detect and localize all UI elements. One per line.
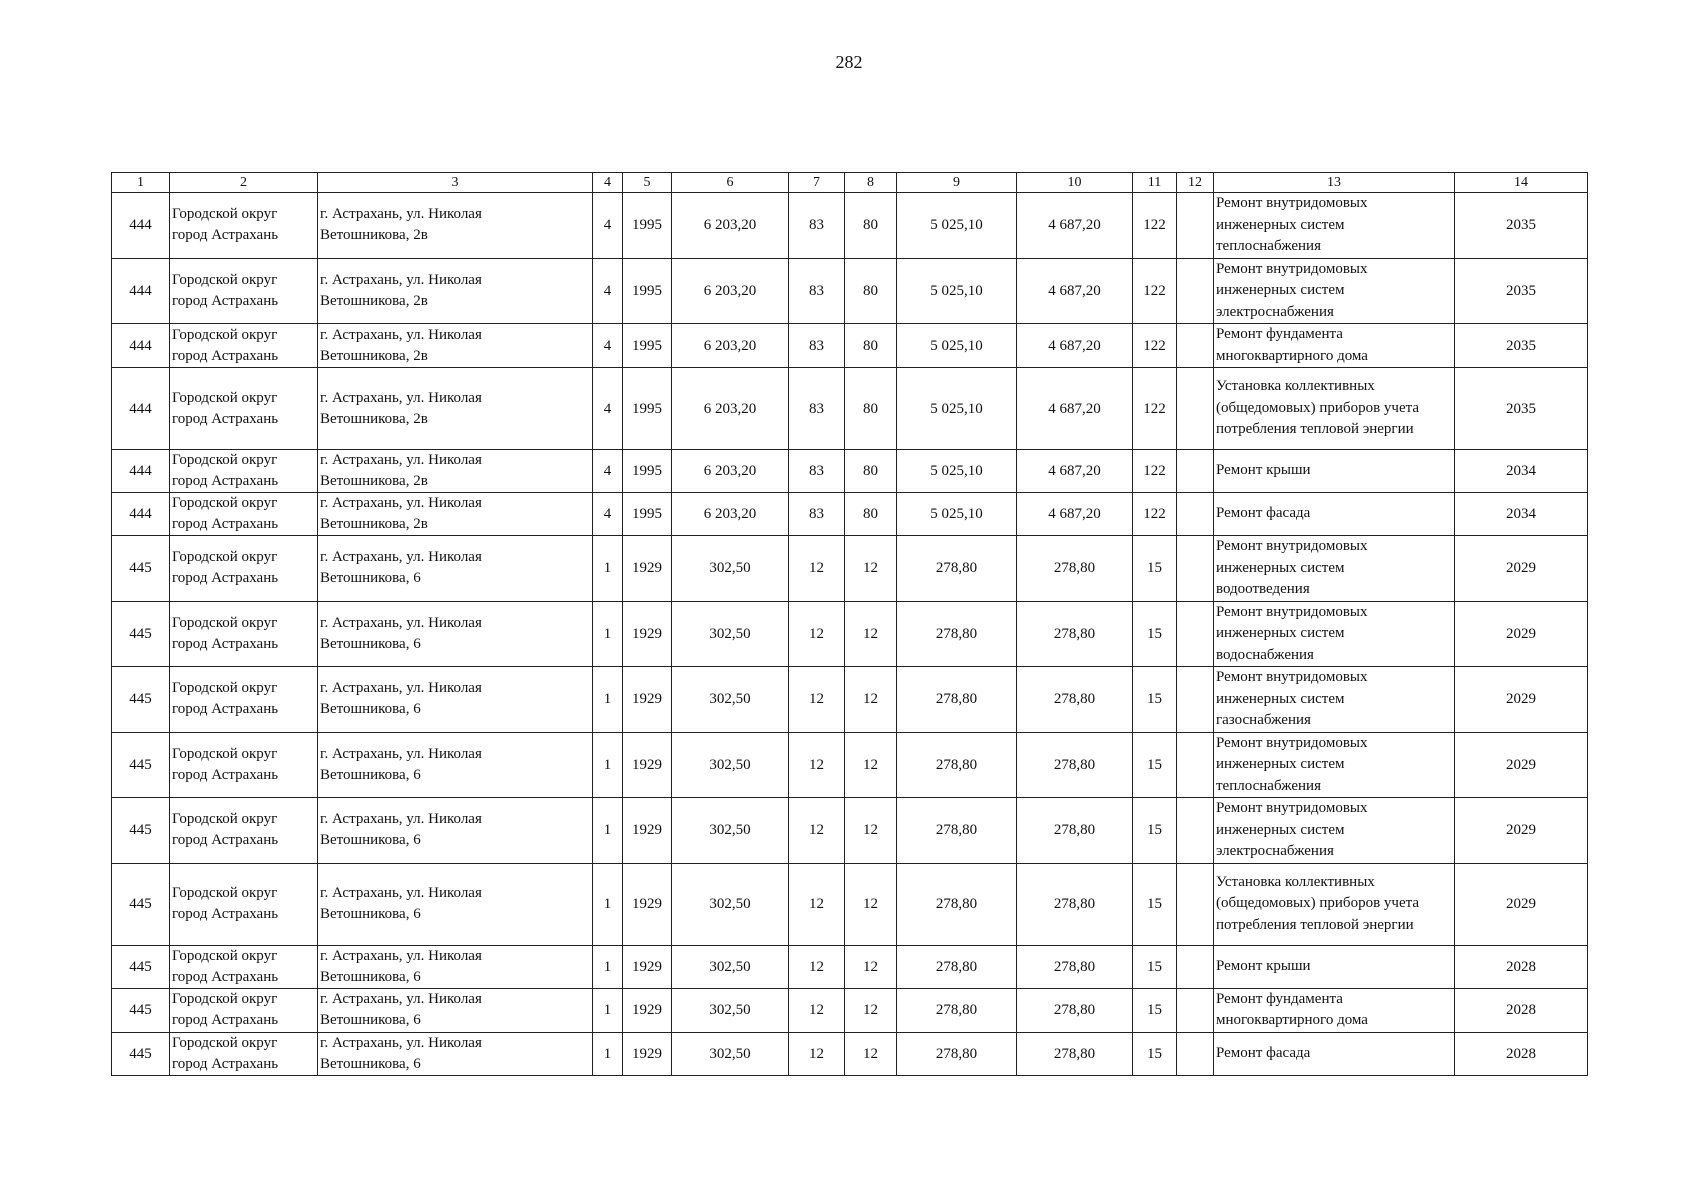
- row-number-cell: 445: [112, 945, 170, 988]
- value-11-cell: 15: [1133, 667, 1177, 733]
- value-7-cell: 12: [789, 863, 845, 945]
- value-12-cell: [1177, 601, 1214, 667]
- planned-year-cell: 2029: [1455, 798, 1588, 864]
- row-number-cell: 445: [112, 1032, 170, 1075]
- floors-cell: 1: [593, 798, 623, 864]
- municipality-cell: Городской округ город Астрахань: [170, 863, 318, 945]
- address-cell: г. Астрахань, ул. Николая Ветошникова, 2в: [318, 324, 593, 368]
- value-8-cell: 80: [845, 450, 897, 493]
- planned-year-cell: 2029: [1455, 601, 1588, 667]
- address-cell: г. Астрахань, ул. Николая Ветошникова, 6: [318, 732, 593, 798]
- value-9-cell: 278,80: [897, 601, 1017, 667]
- planned-year-cell: 2029: [1455, 732, 1588, 798]
- value-11-cell: 15: [1133, 798, 1177, 864]
- municipality-cell: Городской округ город Астрахань: [170, 450, 318, 493]
- year-built-cell: 1995: [623, 450, 672, 493]
- municipality-cell: Городской округ город Астрахань: [170, 258, 318, 324]
- column-header: 12: [1177, 173, 1214, 193]
- year-built-cell: 1929: [623, 988, 672, 1032]
- row-number-cell: 444: [112, 493, 170, 536]
- work-type-cell: Ремонт фасада: [1214, 493, 1455, 536]
- municipality-cell: Городской округ город Астрахань: [170, 667, 318, 733]
- year-built-cell: 1929: [623, 945, 672, 988]
- total-area-cell: 302,50: [672, 536, 789, 602]
- address-cell: г. Астрахань, ул. Николая Ветошникова, 6: [318, 863, 593, 945]
- value-10-cell: 278,80: [1017, 945, 1133, 988]
- value-12-cell: [1177, 988, 1214, 1032]
- municipality-cell: Городской округ город Астрахань: [170, 493, 318, 536]
- capital-repair-table: [111, 172, 1588, 1076]
- value-8-cell: 80: [845, 193, 897, 259]
- year-built-cell: 1929: [623, 798, 672, 864]
- municipality-cell: Городской округ город Астрахань: [170, 536, 318, 602]
- value-7-cell: 12: [789, 1032, 845, 1075]
- work-type-cell: Ремонт внутридомовых инженерных систем теплоснабжения: [1214, 732, 1455, 798]
- municipality-cell: Городской округ город Астрахань: [170, 945, 318, 988]
- value-7-cell: 83: [789, 493, 845, 536]
- row-number-cell: 445: [112, 732, 170, 798]
- address-cell: г. Астрахань, ул. Николая Ветошникова, 6: [318, 945, 593, 988]
- column-header: 8: [845, 173, 897, 193]
- column-header: 14: [1455, 173, 1588, 193]
- value-8-cell: 12: [845, 1032, 897, 1075]
- value-7-cell: 12: [789, 732, 845, 798]
- planned-year-cell: 2029: [1455, 536, 1588, 602]
- value-7-cell: 83: [789, 368, 845, 450]
- value-7-cell: 83: [789, 258, 845, 324]
- planned-year-cell: 2028: [1455, 988, 1588, 1032]
- work-type-cell: Ремонт крыши: [1214, 945, 1455, 988]
- value-11-cell: 15: [1133, 601, 1177, 667]
- value-9-cell: 5 025,10: [897, 450, 1017, 493]
- work-type-cell: Ремонт внутридомовых инженерных систем водоснабжения: [1214, 601, 1455, 667]
- municipality-cell: Городской округ город Астрахань: [170, 324, 318, 368]
- value-7-cell: 83: [789, 324, 845, 368]
- row-number-cell: 444: [112, 193, 170, 259]
- row-number-cell: 444: [112, 324, 170, 368]
- municipality-cell: Городской округ город Астрахань: [170, 732, 318, 798]
- column-header: 10: [1017, 173, 1133, 193]
- total-area-cell: 6 203,20: [672, 193, 789, 259]
- value-11-cell: 122: [1133, 493, 1177, 536]
- floors-cell: 1: [593, 667, 623, 733]
- value-7-cell: 12: [789, 945, 845, 988]
- value-8-cell: 80: [845, 493, 897, 536]
- work-type-cell: Ремонт фундамента многоквартирного дома: [1214, 324, 1455, 368]
- row-number-cell: 444: [112, 368, 170, 450]
- year-built-cell: 1995: [623, 324, 672, 368]
- table-row: [112, 536, 1588, 602]
- column-header: 7: [789, 173, 845, 193]
- value-12-cell: [1177, 945, 1214, 988]
- total-area-cell: 6 203,20: [672, 493, 789, 536]
- row-number-cell: 445: [112, 667, 170, 733]
- work-type-cell: Ремонт внутридомовых инженерных систем водоотведения: [1214, 536, 1455, 602]
- value-7-cell: 12: [789, 601, 845, 667]
- total-area-cell: 6 203,20: [672, 324, 789, 368]
- planned-year-cell: 2029: [1455, 667, 1588, 733]
- floors-cell: 4: [593, 493, 623, 536]
- floors-cell: 1: [593, 732, 623, 798]
- address-cell: г. Астрахань, ул. Николая Ветошникова, 6: [318, 1032, 593, 1075]
- row-number-cell: 444: [112, 258, 170, 324]
- value-9-cell: 5 025,10: [897, 193, 1017, 259]
- municipality-cell: Городской округ город Астрахань: [170, 1032, 318, 1075]
- value-8-cell: 12: [845, 798, 897, 864]
- year-built-cell: 1995: [623, 493, 672, 536]
- table-row: [112, 863, 1588, 945]
- work-type-cell: Установка коллективных (общедомовых) приборов учета потребления тепловой энергии: [1214, 863, 1455, 945]
- value-10-cell: 4 687,20: [1017, 258, 1133, 324]
- planned-year-cell: 2035: [1455, 258, 1588, 324]
- value-11-cell: 122: [1133, 450, 1177, 493]
- municipality-cell: Городской округ город Астрахань: [170, 988, 318, 1032]
- value-7-cell: 12: [789, 667, 845, 733]
- table-row: [112, 988, 1588, 1032]
- value-11-cell: 15: [1133, 536, 1177, 602]
- value-10-cell: 278,80: [1017, 863, 1133, 945]
- value-9-cell: 5 025,10: [897, 324, 1017, 368]
- floors-cell: 1: [593, 601, 623, 667]
- year-built-cell: 1929: [623, 863, 672, 945]
- value-10-cell: 278,80: [1017, 1032, 1133, 1075]
- table-row: [112, 1032, 1588, 1075]
- value-8-cell: 12: [845, 536, 897, 602]
- value-10-cell: 4 687,20: [1017, 324, 1133, 368]
- address-cell: г. Астрахань, ул. Николая Ветошникова, 6: [318, 988, 593, 1032]
- year-built-cell: 1929: [623, 732, 672, 798]
- value-8-cell: 12: [845, 732, 897, 798]
- value-9-cell: 5 025,10: [897, 493, 1017, 536]
- table-row: [112, 450, 1588, 493]
- planned-year-cell: 2035: [1455, 193, 1588, 259]
- value-9-cell: 278,80: [897, 667, 1017, 733]
- planned-year-cell: 2035: [1455, 324, 1588, 368]
- value-8-cell: 12: [845, 863, 897, 945]
- value-11-cell: 15: [1133, 988, 1177, 1032]
- year-built-cell: 1995: [623, 258, 672, 324]
- table-row: [112, 732, 1588, 798]
- value-7-cell: 83: [789, 193, 845, 259]
- work-type-cell: Ремонт крыши: [1214, 450, 1455, 493]
- year-built-cell: 1929: [623, 667, 672, 733]
- year-built-cell: 1929: [623, 601, 672, 667]
- value-9-cell: 278,80: [897, 945, 1017, 988]
- value-10-cell: 278,80: [1017, 536, 1133, 602]
- address-cell: г. Астрахань, ул. Николая Ветошникова, 6: [318, 601, 593, 667]
- value-12-cell: [1177, 493, 1214, 536]
- value-12-cell: [1177, 732, 1214, 798]
- year-built-cell: 1995: [623, 193, 672, 259]
- planned-year-cell: 2034: [1455, 493, 1588, 536]
- table-row: [112, 493, 1588, 536]
- total-area-cell: 302,50: [672, 945, 789, 988]
- value-12-cell: [1177, 368, 1214, 450]
- value-9-cell: 278,80: [897, 863, 1017, 945]
- year-built-cell: 1929: [623, 536, 672, 602]
- floors-cell: 4: [593, 450, 623, 493]
- floors-cell: 1: [593, 1032, 623, 1075]
- value-12-cell: [1177, 536, 1214, 602]
- address-cell: г. Астрахань, ул. Николая Ветошникова, 2в: [318, 258, 593, 324]
- year-built-cell: 1929: [623, 1032, 672, 1075]
- total-area-cell: 302,50: [672, 798, 789, 864]
- value-12-cell: [1177, 863, 1214, 945]
- column-header: 9: [897, 173, 1017, 193]
- row-number-cell: 445: [112, 988, 170, 1032]
- value-12-cell: [1177, 258, 1214, 324]
- value-10-cell: 4 687,20: [1017, 193, 1133, 259]
- value-11-cell: 15: [1133, 1032, 1177, 1075]
- value-11-cell: 122: [1133, 368, 1177, 450]
- value-9-cell: 278,80: [897, 732, 1017, 798]
- planned-year-cell: 2034: [1455, 450, 1588, 493]
- value-10-cell: 278,80: [1017, 988, 1133, 1032]
- value-12-cell: [1177, 667, 1214, 733]
- floors-cell: 1: [593, 945, 623, 988]
- total-area-cell: 6 203,20: [672, 258, 789, 324]
- value-9-cell: 5 025,10: [897, 258, 1017, 324]
- value-10-cell: 278,80: [1017, 667, 1133, 733]
- row-number-cell: 445: [112, 798, 170, 864]
- work-type-cell: Ремонт внутридомовых инженерных систем теплоснабжения: [1214, 193, 1455, 259]
- total-area-cell: 302,50: [672, 667, 789, 733]
- column-header: 6: [672, 173, 789, 193]
- value-11-cell: 122: [1133, 258, 1177, 324]
- floors-cell: 4: [593, 324, 623, 368]
- work-type-cell: Ремонт фундамента многоквартирного дома: [1214, 988, 1455, 1032]
- table-row: [112, 368, 1588, 450]
- row-number-cell: 445: [112, 536, 170, 602]
- value-11-cell: 122: [1133, 193, 1177, 259]
- column-header: 3: [318, 173, 593, 193]
- row-number-cell: 445: [112, 863, 170, 945]
- planned-year-cell: 2028: [1455, 1032, 1588, 1075]
- floors-cell: 1: [593, 988, 623, 1032]
- table-row: [112, 667, 1588, 733]
- value-10-cell: 4 687,20: [1017, 493, 1133, 536]
- address-cell: г. Астрахань, ул. Николая Ветошникова, 6: [318, 536, 593, 602]
- value-8-cell: 80: [845, 324, 897, 368]
- table-row: [112, 945, 1588, 988]
- total-area-cell: 6 203,20: [672, 368, 789, 450]
- floors-cell: 4: [593, 368, 623, 450]
- value-9-cell: 5 025,10: [897, 368, 1017, 450]
- table-row: [112, 258, 1588, 324]
- floors-cell: 1: [593, 863, 623, 945]
- value-7-cell: 12: [789, 988, 845, 1032]
- column-header: 4: [593, 173, 623, 193]
- table-row: [112, 193, 1588, 259]
- row-number-cell: 445: [112, 601, 170, 667]
- total-area-cell: 302,50: [672, 601, 789, 667]
- total-area-cell: 302,50: [672, 732, 789, 798]
- value-8-cell: 12: [845, 945, 897, 988]
- value-12-cell: [1177, 324, 1214, 368]
- value-12-cell: [1177, 193, 1214, 259]
- work-type-cell: Ремонт фасада: [1214, 1032, 1455, 1075]
- value-10-cell: 278,80: [1017, 732, 1133, 798]
- column-header: 13: [1214, 173, 1455, 193]
- value-8-cell: 12: [845, 988, 897, 1032]
- row-number-cell: 444: [112, 450, 170, 493]
- planned-year-cell: 2029: [1455, 863, 1588, 945]
- address-cell: г. Астрахань, ул. Николая Ветошникова, 2в: [318, 368, 593, 450]
- planned-year-cell: 2035: [1455, 368, 1588, 450]
- floors-cell: 1: [593, 536, 623, 602]
- value-12-cell: [1177, 1032, 1214, 1075]
- work-type-cell: Ремонт внутридомовых инженерных систем газоснабжения: [1214, 667, 1455, 733]
- value-9-cell: 278,80: [897, 988, 1017, 1032]
- value-9-cell: 278,80: [897, 536, 1017, 602]
- value-11-cell: 122: [1133, 324, 1177, 368]
- value-10-cell: 4 687,20: [1017, 450, 1133, 493]
- address-cell: г. Астрахань, ул. Николая Ветошникова, 2в: [318, 193, 593, 259]
- municipality-cell: Городской округ город Астрахань: [170, 798, 318, 864]
- column-header: 1: [112, 173, 170, 193]
- work-type-cell: Ремонт внутридомовых инженерных систем электроснабжения: [1214, 798, 1455, 864]
- value-10-cell: 278,80: [1017, 798, 1133, 864]
- column-header: 5: [623, 173, 672, 193]
- column-header: 11: [1133, 173, 1177, 193]
- year-built-cell: 1995: [623, 368, 672, 450]
- table-row: [112, 324, 1588, 368]
- planned-year-cell: 2028: [1455, 945, 1588, 988]
- value-7-cell: 83: [789, 450, 845, 493]
- value-11-cell: 15: [1133, 863, 1177, 945]
- work-type-cell: Установка коллективных (общедомовых) приборов учета потребления тепловой энергии: [1214, 368, 1455, 450]
- address-cell: г. Астрахань, ул. Николая Ветошникова, 2в: [318, 450, 593, 493]
- value-7-cell: 12: [789, 798, 845, 864]
- column-header: 2: [170, 173, 318, 193]
- floors-cell: 4: [593, 258, 623, 324]
- work-type-cell: Ремонт внутридомовых инженерных систем электроснабжения: [1214, 258, 1455, 324]
- value-8-cell: 80: [845, 368, 897, 450]
- value-12-cell: [1177, 450, 1214, 493]
- municipality-cell: Городской округ город Астрахань: [170, 368, 318, 450]
- value-8-cell: 12: [845, 601, 897, 667]
- municipality-cell: Городской округ город Астрахань: [170, 601, 318, 667]
- municipality-cell: Городской округ город Астрахань: [170, 193, 318, 259]
- floors-cell: 4: [593, 193, 623, 259]
- value-9-cell: 278,80: [897, 798, 1017, 864]
- address-cell: г. Астрахань, ул. Николая Ветошникова, 2в: [318, 493, 593, 536]
- total-area-cell: 302,50: [672, 1032, 789, 1075]
- table-row: [112, 798, 1588, 864]
- total-area-cell: 302,50: [672, 988, 789, 1032]
- header-row: [112, 173, 1588, 193]
- value-11-cell: 15: [1133, 732, 1177, 798]
- value-7-cell: 12: [789, 536, 845, 602]
- value-12-cell: [1177, 798, 1214, 864]
- value-10-cell: 4 687,20: [1017, 368, 1133, 450]
- value-8-cell: 12: [845, 667, 897, 733]
- total-area-cell: 302,50: [672, 863, 789, 945]
- table-row: [112, 601, 1588, 667]
- value-11-cell: 15: [1133, 945, 1177, 988]
- total-area-cell: 6 203,20: [672, 450, 789, 493]
- value-10-cell: 278,80: [1017, 601, 1133, 667]
- address-cell: г. Астрахань, ул. Николая Ветошникова, 6: [318, 798, 593, 864]
- page-number: 282: [835, 52, 863, 72]
- value-8-cell: 80: [845, 258, 897, 324]
- value-9-cell: 278,80: [897, 1032, 1017, 1075]
- address-cell: г. Астрахань, ул. Николая Ветошникова, 6: [318, 667, 593, 733]
